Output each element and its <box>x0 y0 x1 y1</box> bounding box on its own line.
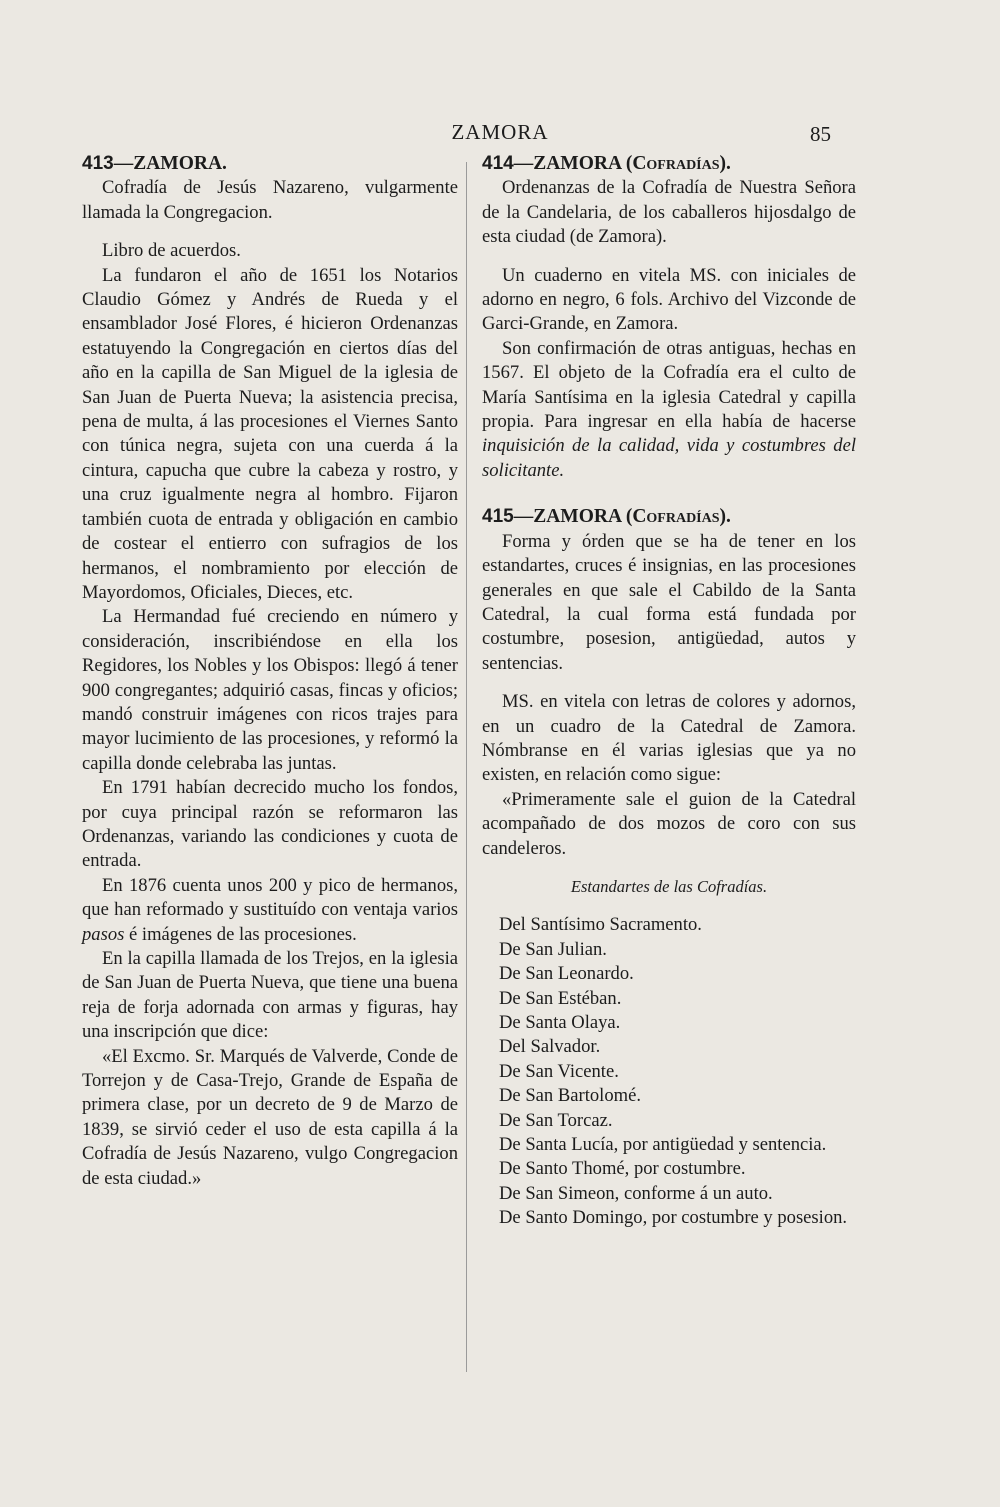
entry-415-heading <box>482 505 856 529</box>
running-head-title: ZAMORA <box>451 120 549 144</box>
entry-number: 413 <box>82 153 114 174</box>
entry-415-title: Forma y órden que se ha de tener en los estandartes, cruces é insignias, en las procesiones generales en que sale el Cabildo de la Santa Catedral, la cual forma está fundada por costumbre, posesion, antigüedad, autos y sentencias. <box>482 530 856 674</box>
entry-413-source: Libro de acuerdos. <box>102 240 241 262</box>
cofradias-list <box>482 913 856 1230</box>
text-segment: é imágenes de las procesiones. <box>124 923 357 945</box>
list-item: Del Santísimo Sacramento. <box>499 914 702 936</box>
entry-number: 414 <box>482 153 514 174</box>
list-item: De Santa Lucía, por antigüedad y sentencia. <box>499 1134 827 1156</box>
entry-413-para-growth: La Hermandad fué creciendo en número y consideración, inscribiéndose en ella los Regidores, los Nobles y los Obispos: llegó á tener 900 congregantes; adquirió casas, fincas y oficios; mandó construir imágenes con ricos trajes para mayor lucimiento de las procesiones, y reformó la capilla donde celebraba las juntas. <box>82 606 458 774</box>
entry-place: —ZAMORA <box>513 506 621 528</box>
list-item: De San Vicente. <box>499 1060 619 1082</box>
entry-qualifier: (Cofradías). <box>625 153 731 174</box>
list-item: De Santa Olaya. <box>499 1012 621 1033</box>
list-item: De San Torcaz. <box>499 1109 613 1131</box>
list-item: De Santo Thomé, por costumbre. <box>499 1158 746 1180</box>
list-heading: Estandartes de las Cofradías. <box>570 876 768 896</box>
entry-414-note <box>482 337 856 483</box>
page-number: 85 <box>810 122 831 146</box>
list-item: De San Simeon, conforme á un auto. <box>499 1182 773 1204</box>
list-item: De San Estéban. <box>499 987 622 1009</box>
entry-414-description: Un cuaderno en vitela MS. con iniciales de adorno en negro, 6 fols. Archivo del Vizconde de Garci-Grande, en Zamora. <box>482 264 856 335</box>
list-item: De Santo Domingo, por costumbre y posesion. <box>499 1207 848 1229</box>
running-head <box>0 120 1000 150</box>
entry-place: —ZAMORA <box>513 153 621 174</box>
entry-413-para-foundation: La fundaron el año de 1651 los Notarios Claudio Gómez y Andrés de Rueda y el ensamblador José Flores, é hicieron Ordenanzas estatuyendo la Congregación en ciertos días del año en la capilla de San Miguel de la iglesia de San Juan de Puerta Nueva; la asistencia precisa, pena de multa, á las procesiones el Viernes Santo con túnica negra, sujeta con una cuerda á la cintura, capucha que cubre la cabeza y rostro, y una cruz igualmente negra al hombro. Fijaron también cuota de entrada y obligación en cambio de costear el entierro con sufragios de los hermanos, el nombramiento por elección de Mayordomos, Oficiales, Dieces, etc. <box>82 264 458 603</box>
right-column <box>482 152 856 1231</box>
entry-413-para-trejos: En la capilla llamada de los Trejos, en la iglesia de San Juan de Puerta Nueva, que tiene una buena reja de forja adornada con armas y figuras, hay una inscripción que dice: <box>82 948 458 1043</box>
list-item: Del Salvador. <box>499 1036 601 1058</box>
text-segment: En 1876 cuenta unos 200 y pico de hermanos, que han reformado y sustituído con ventaja varios <box>82 874 458 921</box>
entry-413-title: Cofradía de Jesús Nazareno, vulgarmente llamada la Congregacion. <box>82 177 458 223</box>
entry-qualifier: (Cofradías). <box>625 506 731 528</box>
entry-413-heading <box>82 152 458 176</box>
entry-413-para-1791: En 1791 habían decrecido mucho los fondos, por cuya principal razón se reformaron las Ordenanzas, variando las condiciones y cuota de entrada. <box>82 777 458 872</box>
column-divider <box>466 162 467 1372</box>
text-segment: Son confirmación de otras antiguas, hechas en 1567. El objeto de la Cofradía era el culto de María Santísima en la iglesia Catedral y capilla propia. Para ingresar en ella había de hacerse <box>482 337 856 433</box>
italic-phrase: inquisición de la calidad, vida y costumbres del solicitante. <box>482 435 856 481</box>
list-item: De San Leonardo. <box>499 963 634 985</box>
entry-414-title: Ordenanzas de la Cofradía de Nuestra Señora de la Candelaria, de los caballeros hijosdalgo de esta ciudad (de Zamora). <box>482 177 856 248</box>
italic-term: pasos <box>82 923 125 945</box>
list-item: De San Bartolomé. <box>499 1085 642 1107</box>
entry-place: —ZAMORA. <box>113 153 227 174</box>
entry-415-description: MS. en vitela con letras de colores y adornos, en un cuadro de la Catedral de Zamora. Nómbranse en él varias iglesias que ya no existen, en relación como sigue: <box>482 691 856 786</box>
entry-415-quote: «Primeramente sale el guion de la Catedral acompañado de dos mozos de coro con sus candeleros. <box>482 788 856 859</box>
list-item: De San Julian. <box>499 938 607 960</box>
left-column <box>82 152 458 1191</box>
entry-413-para-1876 <box>82 874 458 947</box>
entry-414-heading <box>482 152 856 176</box>
entry-413-inscription: «El Excmo. Sr. Marqués de Valverde, Conde de Torrejon y de Casa-Trejo, Grande de España de primera clase, por un decreto de 9 de Marzo de 1839, se sirvió ceder el uso de esta capilla á la Cofradía de Jesús Nazareno, vulgo Congregacion de esta ciudad.» <box>82 1045 458 1189</box>
entry-number: 415 <box>482 506 514 528</box>
